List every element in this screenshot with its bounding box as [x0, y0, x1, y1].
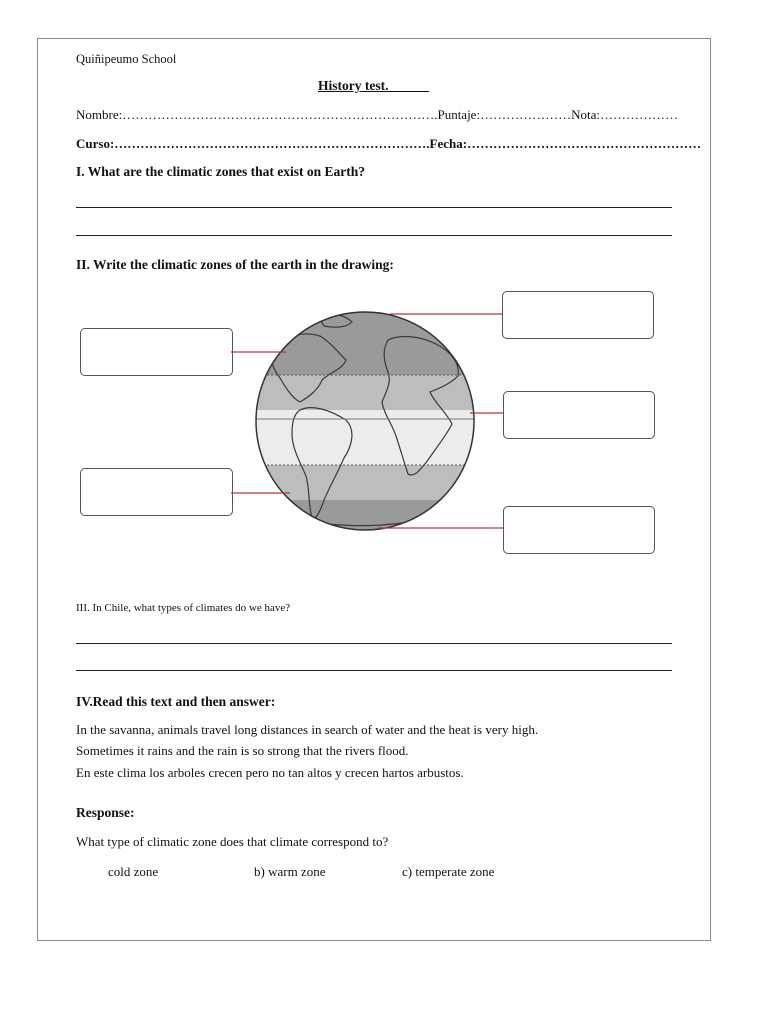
response-label: Response:	[76, 805, 135, 820]
globe-icon	[250, 310, 480, 535]
course-date-line: Curso:……………………………………………………………….Fecha:………………………………………………	[76, 136, 702, 151]
name-score-grade-line: Nombre:……………………………………………………………….Puntaje:…………………Nota:………………	[76, 107, 678, 122]
question-1: I. What are the climatic zones that exist on Earth?	[76, 164, 365, 179]
answer-line-3b[interactable]	[76, 670, 672, 671]
option-cold-zone[interactable]: cold zone	[108, 864, 159, 879]
option-warm-zone[interactable]: b) warm zone	[254, 864, 326, 879]
question-4: IV.Read this text and then answer:	[76, 694, 276, 709]
zone-band-north-polar	[250, 310, 480, 375]
zone-band-tropical	[250, 410, 480, 465]
answer-line-3a[interactable]	[76, 643, 672, 644]
response-question: What type of climatic zone does that climate correspond to?	[76, 834, 389, 849]
question-2: II. Write the climatic zones of the earth in the drawing:	[76, 257, 394, 272]
option-temperate-zone[interactable]: c) temperate zone	[402, 864, 495, 879]
reading-text-line-1: In the savanna, animals travel long distances in search of water and the heat is very high.	[76, 722, 539, 737]
question-3: III. In Chile, what types of climates do we have?	[76, 602, 291, 614]
zone-band-north-temperate	[250, 375, 480, 410]
test-title: History test.______	[318, 78, 429, 93]
reading-text-line-2: Sometimes it rains and the rain is so strong that the rivers flood.	[76, 743, 409, 758]
school-name: Quiñipeumo School	[76, 52, 177, 66]
reading-text-line-3: En este clima los arboles crecen pero no tan altos y crecen hartos arbustos.	[76, 765, 464, 780]
